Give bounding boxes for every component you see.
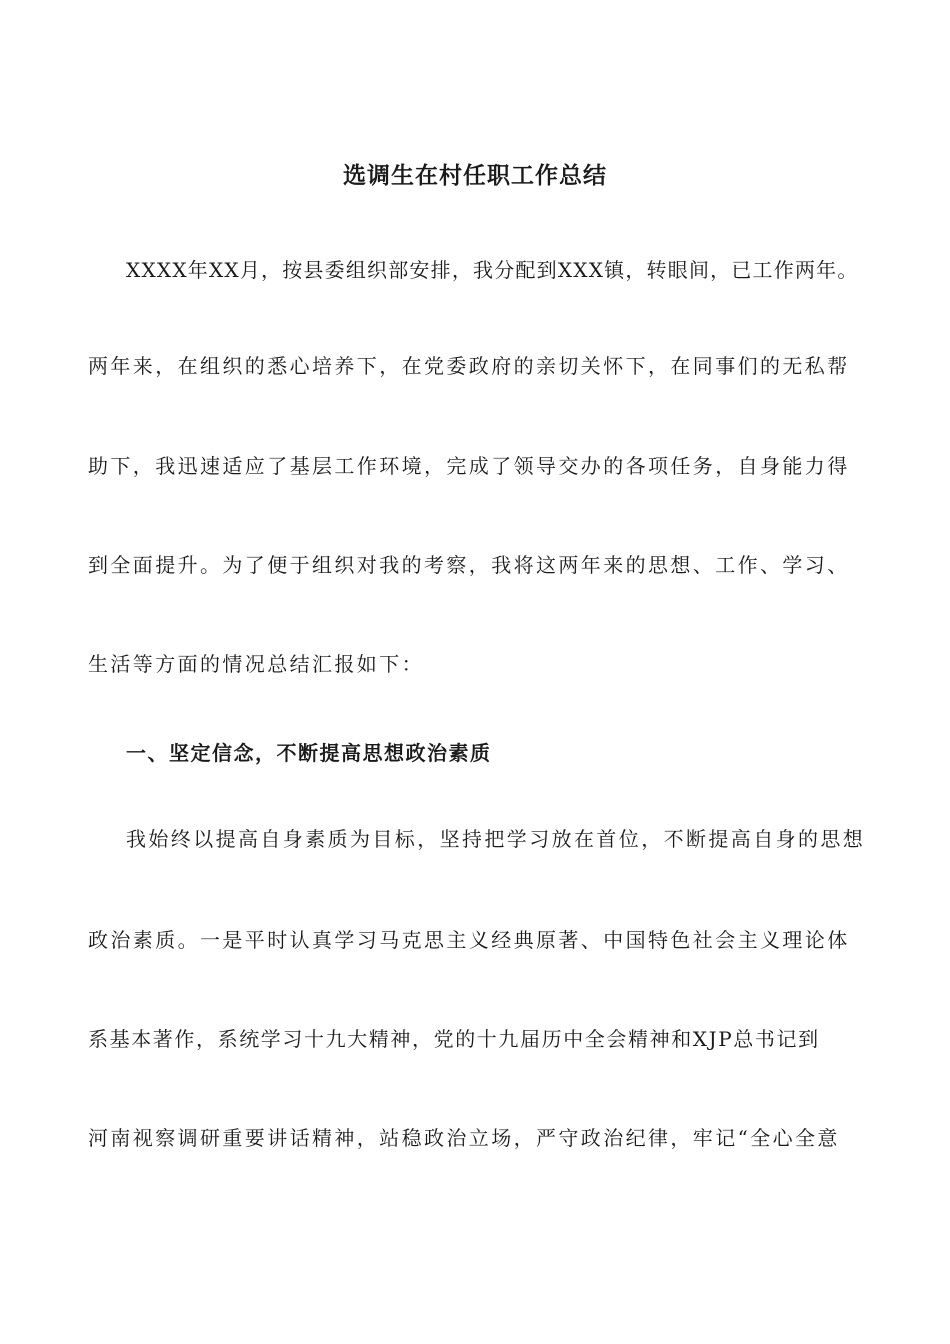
intro-line-4: 到全面提升。为了便于组织对我的考察，我将这两年来的思想、工作、学习、 bbox=[88, 553, 850, 577]
section-heading-1: 一、坚定信念，不断提高思想政治素质 bbox=[126, 741, 492, 765]
intro-line-2: 两年来，在组织的悉心培养下，在党委政府的亲切关怀下，在同事们的无私帮 bbox=[88, 354, 850, 378]
intro-line-1: XXXX年XX月，按县委组织部安排，我分配到XXX镇，转眼间，已工作两年。 bbox=[126, 258, 859, 282]
intro-line-3: 助下，我迅速适应了基层工作环境，完成了领导交办的各项任务，自身能力得 bbox=[88, 454, 850, 478]
section1-line-3: 系基本著作，系统学习十九大精神，党的十九届历中全会精神和XJP总书记到 bbox=[88, 1027, 820, 1051]
section1-line-1: 我始终以提高自身素质为目标，坚持把学习放在首位，不断提高自身的思想 bbox=[126, 827, 866, 851]
section1-line-4: 河南视察调研重要讲话精神，站稳政治立场，严守政治纪律，牢记“全心全意 bbox=[88, 1126, 840, 1150]
section1-line-2: 政治素质。一是平时认真学习马克思主义经典原著、中国特色社会主义理论体 bbox=[88, 928, 850, 952]
document-title: 选调生在村任职工作总结 bbox=[343, 162, 607, 189]
intro-line-5: 生活等方面的情况总结汇报如下： bbox=[88, 652, 424, 676]
